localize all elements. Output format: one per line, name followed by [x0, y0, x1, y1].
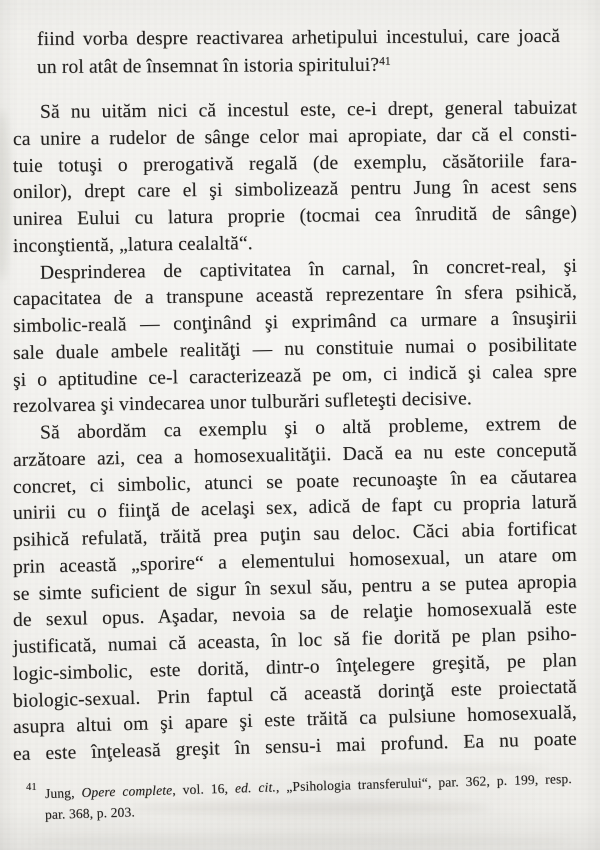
block-quote — [37, 26, 560, 81]
text-line: arzătoare azi, cea a homosexualităţii. Dacă ea nu este concepută — [12, 439, 578, 471]
text-line: ca unire a rudelor de sânge celor mai apropiate, dar că el consti- — [12, 123, 578, 150]
paragraph — [12, 413, 578, 769]
footnote — [24, 770, 572, 825]
text-line: Să abordăm ca exemplu şi o altă probleme, extrem de — [39, 413, 578, 444]
footnote-line: par. 368, p. 203. — [44, 803, 136, 822]
text-line: asupra altui om şi apare şi este trăită ca pulsiune homosexuală, — [12, 702, 578, 739]
text-line: biologic-sexual. Prin faptul că această dorinţă este proiectată — [12, 676, 578, 712]
text-line: Desprinderea de captivitatea în carnal, în concret-real, şi — [39, 255, 578, 284]
text-line: capacitatea de a transpune această reprezentare în sfera psihică, — [12, 281, 578, 311]
text-line: onilor), drept care el şi simbolizează pentru Jung în acest sens — [12, 176, 578, 204]
quote-line-text: un rol atât de însemnat în istoria spiritului? — [36, 54, 380, 78]
text-line: inconştientă, „latura cealaltă“. — [12, 232, 253, 257]
margin-smudge — [0, 110, 10, 280]
text-line: tuie totuşi o prerogativă regală (de exemplu, căsătoriile fara- — [12, 149, 578, 177]
text-line: de sexul opus. Aşadar, nevoia sa de relaţie homosexuală este — [12, 597, 578, 632]
quote-line — [37, 50, 560, 81]
text-line: concret, ci simbolic, atunci se poate recunoaşte în ea căutarea — [12, 465, 578, 498]
text-line: se simte suficient de sigur în sexul său, pentru a se putea apropia — [12, 570, 578, 605]
text-line: logic-simbolic, este dorită, dintr-o înţelegere greşită, pe plan — [12, 649, 578, 685]
text-line: şi o aptitudine ce-l caracterizează pe om, ci indică şi calea spre — [12, 360, 578, 391]
text-line: Să nu uităm nici că incestul este, ce-i drept, general tabuizat — [39, 97, 578, 123]
body-text-column — [12, 97, 578, 769]
text-line: sale duale ambele realităţi — nu constituie numai o posibilitate — [12, 334, 578, 364]
footnote-segment: Jung, — [44, 784, 82, 801]
footnote-segment: , vol. 16, — [172, 780, 236, 798]
paragraph — [12, 97, 578, 261]
footnote-marker: 41 — [26, 782, 37, 793]
footnote-ref-superscript: 41 — [379, 55, 391, 68]
footnote-text — [24, 770, 572, 825]
footnote-segment-italic: ed. cit. — [234, 779, 277, 796]
quote-line: fiind vorba despre reactivarea arhetipului incestului, care joacă — [36, 25, 561, 50]
scan-edge-smudge — [30, 836, 570, 846]
text-line: prin această „sporire“ a elementului homosexual, un atare om — [12, 544, 578, 578]
footnote-segment-italic: Opere complete — [81, 782, 173, 800]
text-line: ea este înţeleasă greşit în sensu-i mai profund. Ea nu poate — [12, 728, 578, 765]
paragraph — [12, 255, 578, 422]
text-line: psihică refulată, trăită prea puţin sau deloc. Căci abia fortificat — [12, 518, 578, 551]
footnote-segment: , „Psihologia transferului“, par. 362, p. 199, resp. — [275, 770, 572, 795]
text-line: justificată, numai că aceasta, în loc să fie dorită pe plan psiho- — [12, 623, 578, 658]
text-line: unirea Eului cu latura proprie (tocmai cea înrudită de sânge) — [12, 202, 578, 230]
text-line: simbolic-reală — conţinând şi exprimând ca urmare a însuşirii — [12, 307, 578, 337]
text-line: unirii cu o fiinţă de acelaşi sex, adică de fapt cu propria latură — [12, 491, 578, 525]
text-line: rezolvarea şi vindecarea unor tulburări sufleteşti decisive. — [12, 388, 473, 418]
